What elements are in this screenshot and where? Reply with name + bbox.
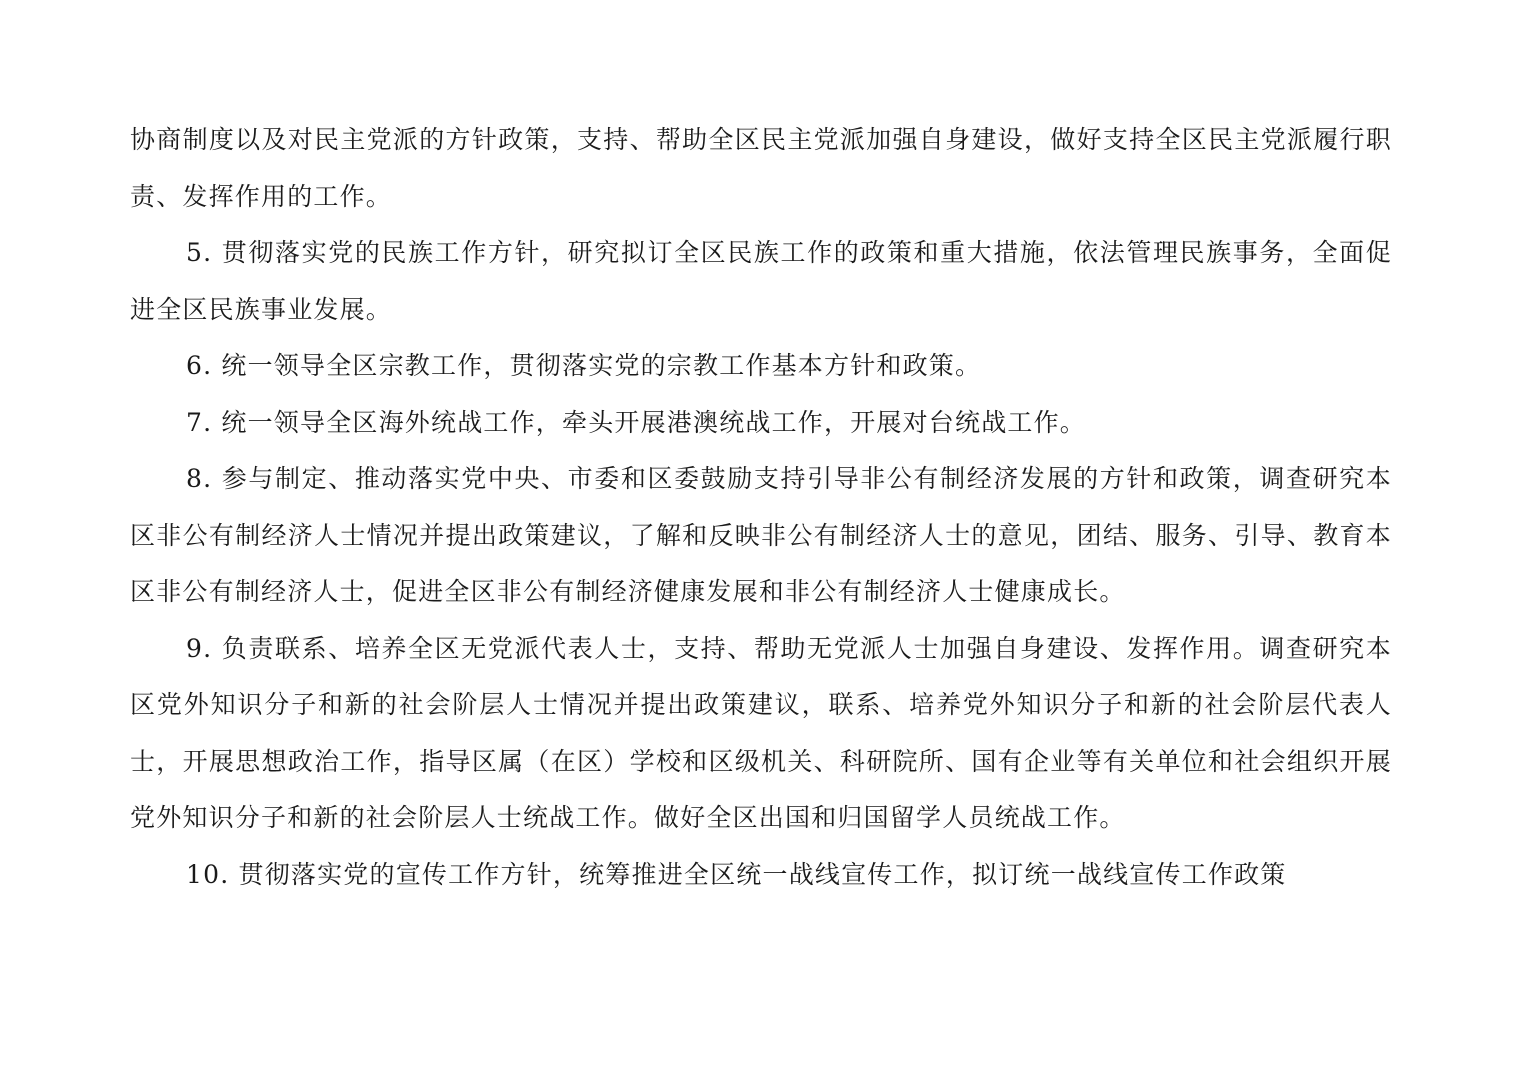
paragraph-item-6: 6. 统一领导全区宗教工作，贯彻落实党的宗教工作基本方针和政策。 [186, 351, 982, 380]
paragraph-item-8: 8. 参与制定、推动落实党中央、市委和区委鼓励支持引导非公有制经济发展的方针和政策，调查研究本区非公有制经济人士情况并提出政策建议，了解和反映非公有制经济人士的意见，团结、服务、引导、教育本区非公有制经济人士，促进全区非公有制经济健康发展和非公有制经济人士健康成长。 [130, 464, 1392, 606]
document-body [130, 112, 1392, 903]
paragraph-item-7: 7. 统一领导全区海外统战工作，牵头开展港澳统战工作，开展对台统战工作。 [186, 407, 1087, 437]
paragraph-item-10: 10. 贯彻落实党的宣传工作方针，统筹推进全区统一战线宣传工作，拟订统一战线宣传工作政策 [186, 859, 1287, 889]
paragraph-continuation: 协商制度以及对民主党派的方针政策，支持、帮助全区民主党派加强自身建设，做好支持全区民主党派履行职责、发挥作用的工作。 [130, 125, 1392, 211]
paragraph-item-5: 5. 贯彻落实党的民族工作方针，研究拟订全区民族工作的政策和重大措施，依法管理民族事务，全面促进全区民族事业发展。 [130, 238, 1392, 324]
paragraph-item-9: 9. 负责联系、培养全区无党派代表人士，支持、帮助无党派人士加强自身建设、发挥作用。调查研究本区党外知识分子和新的社会阶层人士情况并提出政策建议，联系、培养党外知识分子和新的社会阶层代表人士，开展思想政治工作，指导区属（在区）学校和区级机关、科研院所、国有企业等有关单位和社会组织开展党外知识分子和新的社会阶层人士统战工作。做好全区出国和归国留学人员统战工作。 [130, 633, 1392, 832]
